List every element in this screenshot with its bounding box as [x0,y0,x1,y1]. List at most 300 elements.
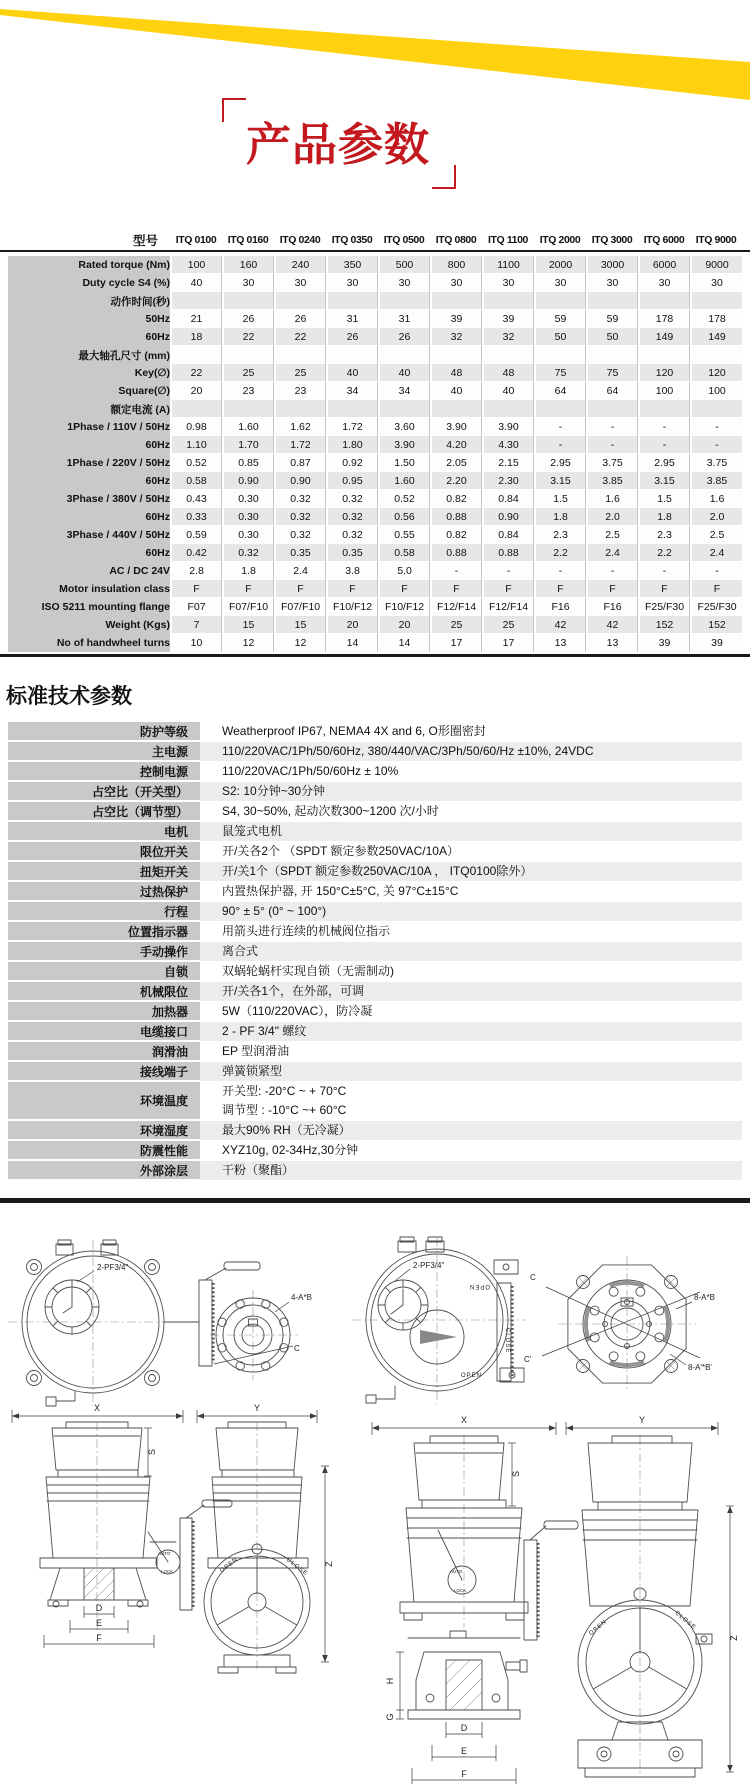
tech-label: 扭矩开关 [8,862,200,882]
tech-label: 自锁 [8,962,200,982]
spec-cell: 1.6 [586,490,638,508]
tech-value-line: 调节型 : -10°C ~+ 60°C [222,1103,347,1117]
label-close-wheel-small: CLOSE [285,1557,309,1578]
tech-row [8,982,742,1002]
spec-cell: F [690,580,742,598]
spec-cell: 59 [586,310,638,328]
spec-row-label: 额定电流 (A) [8,400,170,418]
tech-label: 限位开关 [8,842,200,862]
tech-row [8,742,742,762]
spec-cell [482,346,534,364]
spec-cell [274,400,326,418]
spec-cell [170,292,222,310]
spec-cell: 0.52 [170,454,222,472]
spec-cell: 40 [170,274,222,292]
label-auto-large: AUTO [450,1569,463,1574]
spec-table-row [8,256,742,274]
spec-table-row [8,562,742,580]
tech-row [8,822,742,842]
spec-model-header: ITQ 9000 [695,234,737,246]
tech-label: 位置指示器 [8,922,200,942]
spec-cell: 0.35 [326,544,378,562]
tech-value-line: 开/关各1个，在外部，可调 [222,984,365,998]
tech-row [8,1042,742,1062]
spec-row-label: 60Hz [8,508,170,526]
spec-cell: 30 [586,274,638,292]
tech-value [200,1161,742,1181]
tech-row [8,1161,742,1181]
spec-cell: 160 [222,256,274,274]
spec-cell: - [534,436,586,454]
spec-cell: 2.0 [690,508,742,526]
tech-value [200,1002,742,1022]
spec-cell: 42 [534,616,586,634]
spec-row-label: AC / DC 24V [8,562,170,580]
spec-cell [274,346,326,364]
spec-cell: 240 [274,256,326,274]
spec-table-row [8,616,742,634]
spec-cell: 32 [482,328,534,346]
spec-cell: 0.32 [326,526,378,544]
spec-cell [586,292,638,310]
spec-cell [482,400,534,418]
spec-cell: 2000 [534,256,586,274]
spec-cell: 120 [690,364,742,382]
tech-value [200,942,742,962]
spec-cell [378,400,430,418]
spec-table-row [8,580,742,598]
tech-value-line: Weatherproof IP67, NEMA4 4X and 6, O形圈密封 [222,724,486,738]
spec-table-row [8,328,742,346]
spec-cell: F [222,580,274,598]
tech-label: 接线端子 [8,1062,200,1082]
dim-label-s-large: S [511,1470,521,1478]
spec-cell: 25 [222,364,274,382]
label-open-wheel-small: OPEN [219,1556,240,1575]
spec-cell: 1.5 [638,490,690,508]
spec-cell: 0.58 [170,472,222,490]
spec-cell: 4.30 [482,436,534,454]
spec-cell: 20 [326,616,378,634]
spec-cell: 0.30 [222,526,274,544]
spec-cell: 0.55 [378,526,430,544]
spec-row-label: Rated torque (Nm) [8,256,170,274]
spec-row-label: ISO 5211 mounting flange [8,598,170,616]
spec-cell: - [430,562,482,580]
tech-value-line: S2: 10分钟~30分钟 [222,784,326,798]
spec-table-row [8,454,742,472]
tech-label: 控制电源 [8,762,200,782]
section-title: 标准技术参数 [6,685,132,708]
tech-row [8,902,742,922]
spec-cell [430,292,482,310]
spec-cell: F [482,580,534,598]
yellow-band-decoration [0,0,750,105]
spec-cell: 0.85 [222,454,274,472]
spec-cell: 178 [690,310,742,328]
tech-value [200,742,742,762]
spec-cell: 3.60 [378,418,430,436]
label-section-c-prime: C' [524,1355,532,1364]
spec-cell: - [690,418,742,436]
dim-label-d-small: D [95,1603,103,1613]
spec-cell: 2.2 [638,544,690,562]
spec-model-row [170,234,742,246]
spec-cell: 100 [170,256,222,274]
spec-cell [690,400,742,418]
dim-label-f-large: F [461,1769,467,1779]
spec-cell: 1.72 [326,418,378,436]
spec-cell: 3.90 [482,418,534,436]
spec-cell: 1.8 [222,562,274,580]
tech-label: 主电源 [8,742,200,762]
spec-cell: 0.30 [222,490,274,508]
spec-cell: - [690,562,742,580]
spec-cell [274,292,326,310]
spec-cell [378,346,430,364]
label-conduit-pf34: 2-PF3/4" [97,1263,129,1272]
spec-row-label: 60Hz [8,328,170,346]
spec-cell: 3000 [586,256,638,274]
dim-label-e-large: E [460,1746,468,1756]
spec-cell: 0.30 [222,508,274,526]
front-view-large-y [566,1415,739,1777]
tech-value [200,802,742,822]
spec-cell: 50 [586,328,638,346]
spec-cell [586,346,638,364]
spec-cell: 50 [534,328,586,346]
label-open-inverted: OPEN [468,1283,490,1289]
spec-cell: 12 [274,634,326,652]
spec-cell: 2.4 [274,562,326,580]
spec-cell: 15 [274,616,326,634]
spec-cell: 100 [690,382,742,400]
spec-cell [638,400,690,418]
spec-cell: 2.95 [534,454,586,472]
position-pointer [420,1330,457,1344]
spec-cell: 3.75 [586,454,638,472]
spec-cell: - [482,562,534,580]
spec-cell: F10/F12 [326,598,378,616]
page-title-block [222,98,456,189]
spec-cell: 5.0 [378,562,430,580]
spec-cell: 1.5 [534,490,586,508]
spec-cell: 13 [586,634,638,652]
spec-cell: 30 [690,274,742,292]
tech-row [8,862,742,882]
spec-model-header: ITQ 0500 [383,234,425,246]
tech-table-bottom-rule [0,1198,750,1203]
tech-row [8,882,742,902]
spec-model-header: ITQ 2000 [539,234,581,246]
spec-cell [326,346,378,364]
spec-cell: - [586,436,638,454]
tech-label: 机械限位 [8,982,200,1002]
tech-value-line: EP 型润滑油 [222,1044,290,1058]
spec-cell: 64 [534,382,586,400]
spec-model-header: ITQ 3000 [591,234,633,246]
tech-label: 防震性能 [8,1141,200,1161]
spec-cell: 13 [534,634,586,652]
tech-value-line: 双蜗轮蜗杆实现自锁（无需制动) [222,964,394,978]
spec-row-label: 50Hz [8,310,170,328]
label-close-wheel-large: CLOSE [673,1610,697,1632]
spec-cell: 152 [690,616,742,634]
tech-label: 润滑油 [8,1042,200,1062]
spec-cell: 4.20 [430,436,482,454]
spec-row-label: Duty cycle S4 (%) [8,274,170,292]
spec-table-row [8,274,742,292]
spec-cell: F [430,580,482,598]
spec-cell: 0.90 [482,508,534,526]
spec-cell: 149 [690,328,742,346]
spec-cell: 23 [274,382,326,400]
spec-cell: F16 [534,598,586,616]
flange-4bolt [210,1290,312,1380]
spec-cell: 2.4 [690,544,742,562]
tech-value [200,762,742,782]
spec-cell: 25 [274,364,326,382]
spec-cell: F [326,580,378,598]
spec-table-row [8,292,742,310]
spec-model-header: ITQ 0160 [227,234,269,246]
spec-cell: 17 [482,634,534,652]
spec-cell: F [274,580,326,598]
spec-model-header: ITQ 6000 [643,234,685,246]
spec-cell: 30 [222,274,274,292]
dim-label-x-large: X [460,1415,468,1425]
label-close-vertical: CLOSE [504,1328,510,1354]
tech-row [8,802,742,822]
tech-value [200,862,742,882]
tech-row [8,1121,742,1141]
spec-cell: 21 [170,310,222,328]
tech-value [200,1022,742,1042]
spec-cell [326,400,378,418]
spec-row-label: 1Phase / 220V / 50Hz [8,454,170,472]
tech-value-line: 110/220VAC/1Ph/50/60Hz, 380/440/VAC/3Ph/50/60/Hz ±10%, 24VDC [222,744,594,758]
spec-cell: 0.84 [482,526,534,544]
spec-cell: 0.32 [222,544,274,562]
spec-cell: F10/F12 [378,598,430,616]
spec-cell: 0.59 [170,526,222,544]
spec-cell: 20 [170,382,222,400]
dim-label-z-large: Z [729,1635,739,1641]
spec-cell: 20 [378,616,430,634]
tech-row [8,782,742,802]
spec-cell [430,346,482,364]
spec-cell: 1.8 [534,508,586,526]
spec-cell: 0.88 [430,544,482,562]
tech-value [200,1141,742,1161]
spec-cell: 0.87 [274,454,326,472]
spec-cell: 0.98 [170,418,222,436]
spec-cell: 75 [534,364,586,382]
spec-cell: 12 [222,634,274,652]
spec-cell: 22 [274,328,326,346]
spec-cell: 1.60 [378,472,430,490]
spec-model-header: ITQ 0350 [331,234,373,246]
spec-cell: 7 [170,616,222,634]
spec-cell: 40 [326,364,378,382]
spec-cell [378,292,430,310]
spec-cell: 2.15 [482,454,534,472]
spec-cell [638,292,690,310]
dim-label-x-small: X [93,1403,101,1413]
spec-cell: 34 [378,382,430,400]
spec-cell: 120 [638,364,690,382]
spec-cell: 31 [326,310,378,328]
spec-cell: 1.60 [222,418,274,436]
spec-cell: 1.8 [638,508,690,526]
spec-model-header: ITQ 0240 [279,234,321,246]
spec-cell: 2.05 [430,454,482,472]
spec-cell [170,346,222,364]
tech-row [8,1082,742,1121]
tech-value-line: 鼠笼式电机 [222,824,283,838]
spec-cell [534,346,586,364]
spec-cell: - [586,418,638,436]
spec-cell: 2.2 [534,544,586,562]
label-8ab-prime: 8-A'*B' [688,1363,712,1372]
spec-cell: 0.42 [170,544,222,562]
spec-model-header: ITQ 0800 [435,234,477,246]
spec-cell: 3.15 [638,472,690,490]
spec-cell: F [586,580,638,598]
tech-value-line: 开/关各2个 （SPDT 额定参数250VAC/10A） [222,844,459,858]
spec-cell: 42 [586,616,638,634]
spec-cell: 100 [638,382,690,400]
tech-value-line: 开/关1个（SPDT 额定参数250VAC/10A ， ITQ0100除外） [222,864,533,878]
label-section-c2: C [530,1273,536,1282]
spec-cell [170,400,222,418]
tech-row [8,1002,742,1022]
spec-cell: 14 [326,634,378,652]
tech-label: 占空比（调节型） [8,802,200,822]
tech-label: 环境温度 [8,1082,200,1121]
spec-cell: 3.75 [690,454,742,472]
spec-cell: - [638,562,690,580]
spec-cell: 1.50 [378,454,430,472]
spec-cell: 0.82 [430,490,482,508]
spec-table-row [8,544,742,562]
spec-cell: F07/F10 [222,598,274,616]
front-view-small-x [12,1403,232,1648]
spec-cell: F07 [170,598,222,616]
tech-label: 电缆接口 [8,1022,200,1042]
spec-cell: 0.90 [274,472,326,490]
spec-model-header: ITQ 1100 [488,234,528,246]
spec-cell [222,346,274,364]
spec-cell: 6000 [638,256,690,274]
spec-table-row [8,382,742,400]
spec-cell: 3.85 [586,472,638,490]
spec-cell: 1100 [482,256,534,274]
spec-cell: 15 [222,616,274,634]
spec-cell: F [534,580,586,598]
spec-cell: 31 [378,310,430,328]
spec-table-row [8,400,742,418]
spec-cell: 0.82 [430,526,482,544]
spec-cell: 0.32 [274,508,326,526]
spec-table-body [8,256,742,652]
spec-table-header [8,231,742,249]
spec-cell: 39 [430,310,482,328]
spec-cell: 0.88 [482,544,534,562]
tech-value-line: 2 - PF 3/4" 螺纹 [222,1024,307,1038]
spec-table-bottom-rule [0,654,750,657]
spec-cell: 10 [170,634,222,652]
title-bracket-top-left [222,98,246,122]
tech-value [200,1121,742,1141]
spec-row-label: 最大轴孔尺寸 (mm) [8,346,170,364]
spec-cell: - [534,562,586,580]
spec-cell: 800 [430,256,482,274]
spec-cell: F [638,580,690,598]
spec-cell: 3.90 [430,418,482,436]
spec-table-row [8,490,742,508]
spec-cell [690,346,742,364]
spec-cell: 30 [534,274,586,292]
label-conduit-pf34-2: 2-PF3/4" [413,1261,445,1270]
tech-value [200,722,742,742]
dim-label-y-small: Y [253,1403,261,1413]
dim-label-f-small: F [96,1633,102,1643]
tech-value-line: 90° ± 5° (0° ~ 100°) [222,904,327,918]
technical-drawings [0,1210,750,1792]
tech-row [8,1141,742,1161]
spec-table-row [8,526,742,544]
spec-cell: 152 [638,616,690,634]
spec-cell: 39 [638,634,690,652]
spec-cell: 1.10 [170,436,222,454]
front-view-large-x [372,1415,578,1640]
spec-cell: 2.0 [586,508,638,526]
spec-cell: 39 [690,634,742,652]
spec-row-label: 60Hz [8,544,170,562]
tech-value [200,982,742,1002]
spec-cell: 26 [378,328,430,346]
tech-row [8,762,742,782]
tech-value [200,962,742,982]
tech-value-line: 5W（110/220VAC），防冷凝 [222,1004,373,1018]
spec-cell: 1.70 [222,436,274,454]
spec-cell: 0.52 [378,490,430,508]
dim-label-e-small: E [95,1618,103,1628]
tech-label: 外部涂层 [8,1161,200,1181]
spec-cell: 9000 [690,256,742,274]
tech-label: 过热保护 [8,882,200,902]
tech-row [8,942,742,962]
spec-cell: 40 [430,382,482,400]
spec-cell: F [378,580,430,598]
spec-table-row [8,310,742,328]
spec-row-label: Motor insulation class [8,580,170,598]
spec-cell: 1.72 [274,436,326,454]
dim-label-d-large: D [460,1723,468,1733]
spec-cell: - [690,436,742,454]
label-section-c: C [294,1344,300,1353]
label-4ab: 4-A*B [291,1293,312,1302]
spec-row-label: Weight (Kgs) [8,616,170,634]
spec-table-row [8,634,742,652]
title-bracket-bottom-right [432,165,456,189]
spec-cell: 30 [378,274,430,292]
spec-row-label: 3Phase / 440V / 50Hz [8,526,170,544]
top-view-large-actuator [352,1237,526,1404]
spec-table-row [8,508,742,526]
spec-cell: 0.32 [326,508,378,526]
